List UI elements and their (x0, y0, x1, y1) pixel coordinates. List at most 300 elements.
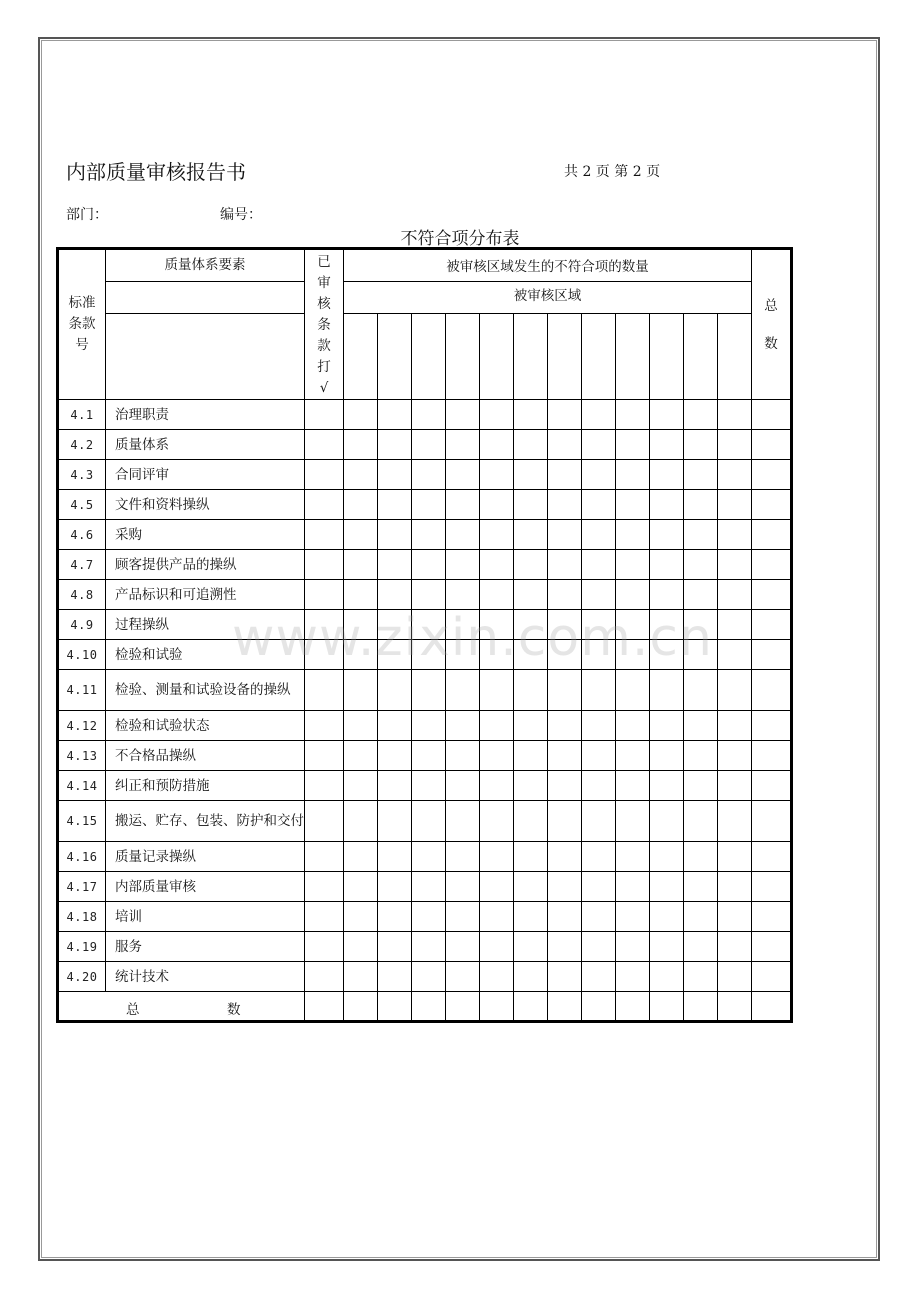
nc-count-cell[interactable] (378, 550, 412, 580)
total-cell[interactable] (684, 992, 718, 1022)
nc-count-cell[interactable] (684, 842, 718, 872)
nc-count-cell[interactable] (684, 580, 718, 610)
table-row (58, 460, 792, 490)
nc-count-cell[interactable] (548, 670, 582, 711)
row-total-cell[interactable] (752, 550, 792, 580)
nc-count-cell[interactable] (480, 670, 514, 711)
row-total-cell[interactable] (752, 771, 792, 801)
nc-count-cell[interactable] (718, 520, 752, 550)
nc-count-cell[interactable] (514, 430, 548, 460)
nc-count-cell[interactable] (582, 640, 616, 670)
nc-count-cell[interactable] (378, 741, 412, 771)
nc-count-cell[interactable] (616, 801, 650, 842)
table-row (58, 640, 792, 670)
nc-count-cell[interactable] (718, 550, 752, 580)
nc-count-cell[interactable] (412, 490, 446, 520)
quality-element: 检验和试验状态 (106, 711, 305, 741)
nc-count-cell[interactable] (650, 550, 684, 580)
nc-count-cell[interactable] (582, 610, 616, 640)
nc-count-cell[interactable] (446, 640, 480, 670)
total-cell[interactable] (378, 992, 412, 1022)
nc-count-cell[interactable] (378, 771, 412, 801)
nc-count-cell[interactable] (718, 801, 752, 842)
nc-count-cell[interactable] (548, 962, 582, 992)
nc-count-cell[interactable] (412, 842, 446, 872)
nc-count-cell[interactable] (650, 711, 684, 741)
nc-count-cell[interactable] (548, 711, 582, 741)
nc-count-cell[interactable] (616, 640, 650, 670)
nc-count-cell[interactable] (616, 711, 650, 741)
nc-count-cell[interactable] (514, 460, 548, 490)
table-row (58, 801, 792, 842)
nc-count-cell[interactable] (616, 872, 650, 902)
nc-count-cell[interactable] (582, 520, 616, 550)
nc-count-cell[interactable] (616, 430, 650, 460)
nc-count-cell[interactable] (412, 430, 446, 460)
area-column-header (514, 313, 548, 399)
nc-count-cell[interactable] (480, 640, 514, 670)
audited-check-cell[interactable] (305, 842, 344, 872)
total-cell[interactable] (446, 992, 480, 1022)
total-cell[interactable] (480, 992, 514, 1022)
row-total-cell[interactable] (752, 430, 792, 460)
nc-count-cell[interactable] (412, 771, 446, 801)
nc-count-cell[interactable] (616, 520, 650, 550)
nc-count-cell[interactable] (446, 520, 480, 550)
nc-count-cell[interactable] (616, 550, 650, 580)
nc-count-cell[interactable] (344, 400, 378, 430)
nc-count-cell[interactable] (548, 400, 582, 430)
nc-count-cell[interactable] (344, 872, 378, 902)
nc-count-cell[interactable] (582, 932, 616, 962)
nc-count-cell[interactable] (378, 610, 412, 640)
nc-count-cell[interactable] (650, 771, 684, 801)
total-cell[interactable] (616, 992, 650, 1022)
nc-count-cell[interactable] (684, 490, 718, 520)
nc-count-cell[interactable] (548, 842, 582, 872)
table-row (58, 610, 792, 640)
nc-count-cell[interactable] (616, 962, 650, 992)
nc-count-cell[interactable] (582, 801, 616, 842)
nc-count-cell[interactable] (514, 962, 548, 992)
nc-count-cell[interactable] (650, 580, 684, 610)
nc-count-cell[interactable] (650, 872, 684, 902)
row-total-cell[interactable] (752, 670, 792, 711)
nc-count-cell[interactable] (378, 400, 412, 430)
nc-count-cell[interactable] (412, 932, 446, 962)
nc-count-cell[interactable] (650, 842, 684, 872)
nc-count-cell[interactable] (684, 801, 718, 842)
nc-count-cell[interactable] (344, 640, 378, 670)
audited-check-cell[interactable] (305, 872, 344, 902)
quality-element: 过程操纵 (106, 610, 305, 640)
nc-count-cell[interactable] (548, 520, 582, 550)
nc-count-cell[interactable] (480, 771, 514, 801)
row-total-cell[interactable] (752, 580, 792, 610)
total-cell[interactable] (514, 992, 548, 1022)
nc-count-cell[interactable] (446, 741, 480, 771)
nc-count-cell[interactable] (344, 771, 378, 801)
nc-count-cell[interactable] (412, 902, 446, 932)
nc-count-cell[interactable] (446, 962, 480, 992)
audited-check-cell[interactable] (305, 902, 344, 932)
nc-count-cell[interactable] (514, 520, 548, 550)
nc-count-cell[interactable] (378, 842, 412, 872)
nc-count-cell[interactable] (446, 430, 480, 460)
nc-count-cell[interactable] (480, 550, 514, 580)
audited-check-cell[interactable] (305, 460, 344, 490)
nc-count-cell[interactable] (684, 902, 718, 932)
nc-count-cell[interactable] (718, 962, 752, 992)
quality-element: 合同评审 (106, 460, 305, 490)
nc-count-cell[interactable] (412, 962, 446, 992)
nc-count-cell[interactable] (378, 932, 412, 962)
nc-count-cell[interactable] (684, 520, 718, 550)
nc-count-cell[interactable] (480, 962, 514, 992)
nc-count-cell[interactable] (650, 490, 684, 520)
nc-count-cell[interactable] (548, 801, 582, 842)
row-total-cell[interactable] (752, 711, 792, 741)
nc-count-cell[interactable] (650, 520, 684, 550)
nc-count-cell[interactable] (514, 490, 548, 520)
nc-count-cell[interactable] (650, 460, 684, 490)
nc-count-cell[interactable] (412, 550, 446, 580)
nc-count-cell[interactable] (514, 670, 548, 711)
nc-count-header: 被审核区域发生的不符合项的数量 (344, 249, 752, 282)
nc-count-cell[interactable] (480, 842, 514, 872)
nc-count-cell[interactable] (650, 430, 684, 460)
nc-count-cell[interactable] (616, 460, 650, 490)
nc-count-cell[interactable] (378, 520, 412, 550)
nc-count-cell[interactable] (480, 932, 514, 962)
row-total-cell[interactable] (752, 962, 792, 992)
total-cell[interactable] (582, 992, 616, 1022)
nc-count-cell[interactable] (582, 430, 616, 460)
nc-count-cell[interactable] (480, 741, 514, 771)
nc-count-cell[interactable] (582, 872, 616, 902)
nc-count-cell[interactable] (684, 610, 718, 640)
nc-count-cell[interactable] (446, 400, 480, 430)
nc-count-cell[interactable] (684, 640, 718, 670)
nc-count-cell[interactable] (718, 460, 752, 490)
nc-count-cell[interactable] (446, 711, 480, 741)
nc-count-cell[interactable] (582, 962, 616, 992)
clause-number: 4.20 (58, 962, 106, 992)
audited-check-cell[interactable] (305, 490, 344, 520)
nc-count-cell[interactable] (548, 490, 582, 520)
watermark: www.zixin.com.cn (232, 608, 713, 668)
nc-count-cell[interactable] (582, 460, 616, 490)
nc-count-cell[interactable] (514, 771, 548, 801)
nc-count-cell[interactable] (446, 872, 480, 902)
nc-count-cell[interactable] (378, 580, 412, 610)
audited-check-cell[interactable] (305, 962, 344, 992)
nc-count-cell[interactable] (378, 460, 412, 490)
nc-count-cell[interactable] (344, 610, 378, 640)
row-total-cell[interactable] (752, 640, 792, 670)
nc-count-cell[interactable] (344, 932, 378, 962)
row-total-cell[interactable] (752, 801, 792, 842)
nc-count-cell[interactable] (412, 580, 446, 610)
nc-count-cell[interactable] (684, 670, 718, 711)
row-total-cell[interactable] (752, 872, 792, 902)
nc-count-cell[interactable] (718, 400, 752, 430)
nc-count-cell[interactable] (514, 842, 548, 872)
audited-check-cell[interactable] (305, 741, 344, 771)
nc-count-cell[interactable] (616, 610, 650, 640)
nc-count-cell[interactable] (344, 520, 378, 550)
nc-count-cell[interactable] (684, 430, 718, 460)
nc-count-cell[interactable] (582, 711, 616, 741)
nc-count-cell[interactable] (446, 932, 480, 962)
nc-count-cell[interactable] (412, 460, 446, 490)
nc-count-cell[interactable] (548, 580, 582, 610)
nc-count-cell[interactable] (616, 400, 650, 430)
nc-count-cell[interactable] (446, 550, 480, 580)
audited-check-cell[interactable] (305, 610, 344, 640)
nc-count-cell[interactable] (378, 801, 412, 842)
nc-count-cell[interactable] (718, 670, 752, 711)
nc-count-cell[interactable] (582, 741, 616, 771)
nc-count-cell[interactable] (412, 610, 446, 640)
nc-count-cell[interactable] (412, 741, 446, 771)
nc-count-cell[interactable] (718, 932, 752, 962)
audited-check-cell[interactable] (305, 801, 344, 842)
nc-count-cell[interactable] (582, 550, 616, 580)
nc-count-cell[interactable] (582, 400, 616, 430)
total-cell[interactable] (305, 992, 344, 1022)
nc-count-cell[interactable] (650, 741, 684, 771)
nc-count-cell[interactable] (446, 670, 480, 711)
total-cell[interactable] (412, 992, 446, 1022)
nc-count-cell[interactable] (650, 670, 684, 711)
nc-count-cell[interactable] (480, 520, 514, 550)
nc-count-cell[interactable] (344, 962, 378, 992)
nc-count-cell[interactable] (378, 430, 412, 460)
nc-count-cell[interactable] (344, 801, 378, 842)
nc-count-cell[interactable] (548, 872, 582, 902)
nc-count-cell[interactable] (582, 842, 616, 872)
document-title: 内部质量审核报告书 (66, 160, 246, 184)
table-row (58, 670, 792, 711)
nc-count-cell[interactable] (718, 580, 752, 610)
nc-count-cell[interactable] (344, 670, 378, 711)
nc-count-cell[interactable] (650, 640, 684, 670)
clause-number: 4.11 (58, 670, 106, 711)
nc-count-cell[interactable] (514, 580, 548, 610)
audited-check-cell[interactable] (305, 400, 344, 430)
nc-count-cell[interactable] (684, 460, 718, 490)
nc-count-cell[interactable] (378, 670, 412, 711)
nc-count-cell[interactable] (446, 580, 480, 610)
nc-count-cell[interactable] (650, 801, 684, 842)
nc-count-cell[interactable] (514, 711, 548, 741)
audited-check-cell[interactable] (305, 430, 344, 460)
nc-count-cell[interactable] (480, 430, 514, 460)
nc-count-cell[interactable] (684, 550, 718, 580)
nc-count-cell[interactable] (718, 872, 752, 902)
nc-count-cell[interactable] (582, 670, 616, 711)
nc-count-cell[interactable] (446, 771, 480, 801)
nc-count-cell[interactable] (480, 610, 514, 640)
nc-count-cell[interactable] (514, 741, 548, 771)
nc-count-cell[interactable] (378, 490, 412, 520)
nc-count-cell[interactable] (412, 640, 446, 670)
nc-count-cell[interactable] (684, 711, 718, 741)
nc-count-cell[interactable] (616, 670, 650, 711)
nc-count-cell[interactable] (412, 711, 446, 741)
row-total-cell[interactable] (752, 460, 792, 490)
total-cell[interactable] (718, 992, 752, 1022)
nc-count-cell[interactable] (344, 430, 378, 460)
total-cell[interactable] (752, 992, 792, 1022)
nc-count-cell[interactable] (718, 610, 752, 640)
nc-count-cell[interactable] (650, 962, 684, 992)
total-cell[interactable] (650, 992, 684, 1022)
nc-count-cell[interactable] (344, 711, 378, 741)
quality-element: 服务 (106, 932, 305, 962)
audited-check-cell[interactable] (305, 932, 344, 962)
nc-count-cell[interactable] (344, 490, 378, 520)
nc-count-cell[interactable] (344, 741, 378, 771)
nc-count-cell[interactable] (480, 801, 514, 842)
audited-check-cell[interactable] (305, 640, 344, 670)
row-total-cell[interactable] (752, 520, 792, 550)
nc-count-cell[interactable] (650, 932, 684, 962)
nc-count-cell[interactable] (514, 550, 548, 580)
audited-check-cell[interactable] (305, 771, 344, 801)
row-total-cell[interactable] (752, 842, 792, 872)
row-total-cell[interactable] (752, 902, 792, 932)
nc-count-cell[interactable] (582, 490, 616, 520)
nc-count-cell[interactable] (684, 932, 718, 962)
nc-count-cell[interactable] (582, 771, 616, 801)
nc-count-cell[interactable] (446, 842, 480, 872)
nc-count-cell[interactable] (514, 801, 548, 842)
nc-count-cell[interactable] (378, 872, 412, 902)
nc-count-cell[interactable] (718, 430, 752, 460)
nc-count-cell[interactable] (548, 771, 582, 801)
row-total-cell[interactable] (752, 490, 792, 520)
nc-count-cell[interactable] (344, 842, 378, 872)
nc-count-cell[interactable] (548, 741, 582, 771)
nc-count-cell[interactable] (446, 460, 480, 490)
nc-count-cell[interactable] (650, 902, 684, 932)
nc-count-cell[interactable] (480, 711, 514, 741)
nc-count-cell[interactable] (514, 640, 548, 670)
nc-count-cell[interactable] (480, 580, 514, 610)
nc-count-cell[interactable] (412, 872, 446, 902)
nc-count-cell[interactable] (718, 771, 752, 801)
nc-count-cell[interactable] (616, 741, 650, 771)
nc-count-cell[interactable] (548, 550, 582, 580)
nc-count-cell[interactable] (548, 932, 582, 962)
audited-check-cell[interactable] (305, 520, 344, 550)
nc-count-cell[interactable] (616, 902, 650, 932)
nc-count-cell[interactable] (378, 711, 412, 741)
table-row (58, 842, 792, 872)
nc-count-cell[interactable] (378, 902, 412, 932)
audited-check-cell[interactable] (305, 580, 344, 610)
nc-count-cell[interactable] (548, 460, 582, 490)
nc-count-cell[interactable] (548, 610, 582, 640)
nc-count-cell[interactable] (514, 902, 548, 932)
nc-count-cell[interactable] (684, 962, 718, 992)
row-total-cell[interactable] (752, 932, 792, 962)
clause-number: 4.2 (58, 430, 106, 460)
nc-count-cell[interactable] (412, 801, 446, 842)
nc-count-cell[interactable] (480, 460, 514, 490)
quality-element: 采购 (106, 520, 305, 550)
nc-count-cell[interactable] (514, 872, 548, 902)
nc-count-cell[interactable] (718, 640, 752, 670)
nc-count-cell[interactable] (480, 400, 514, 430)
nc-count-cell[interactable] (514, 932, 548, 962)
nc-count-cell[interactable] (718, 741, 752, 771)
nc-count-cell[interactable] (548, 430, 582, 460)
nc-count-cell[interactable] (480, 902, 514, 932)
nc-count-cell[interactable] (616, 490, 650, 520)
nc-count-cell[interactable] (684, 771, 718, 801)
nc-count-cell[interactable] (446, 490, 480, 520)
nc-count-cell[interactable] (718, 902, 752, 932)
nc-count-cell[interactable] (514, 610, 548, 640)
nc-count-cell[interactable] (480, 490, 514, 520)
nc-count-cell[interactable] (514, 400, 548, 430)
audited-check-cell[interactable] (305, 670, 344, 711)
nc-count-cell[interactable] (412, 520, 446, 550)
nc-count-cell[interactable] (446, 801, 480, 842)
nc-count-cell[interactable] (718, 490, 752, 520)
nc-count-cell[interactable] (718, 711, 752, 741)
nc-count-cell[interactable] (616, 932, 650, 962)
row-total-cell[interactable] (752, 400, 792, 430)
table-row (58, 430, 792, 460)
total-cell[interactable] (344, 992, 378, 1022)
audited-check-cell[interactable] (305, 550, 344, 580)
nc-count-cell[interactable] (446, 610, 480, 640)
nc-count-cell[interactable] (684, 741, 718, 771)
nc-count-cell[interactable] (684, 400, 718, 430)
nc-count-cell[interactable] (344, 460, 378, 490)
total-cell[interactable] (548, 992, 582, 1022)
nc-count-cell[interactable] (616, 771, 650, 801)
audited-area-header: 被审核区域 (344, 281, 752, 313)
nc-count-cell[interactable] (650, 610, 684, 640)
nc-count-cell[interactable] (684, 872, 718, 902)
nc-count-cell[interactable] (344, 902, 378, 932)
audited-check-cell[interactable] (305, 711, 344, 741)
nc-count-cell[interactable] (412, 670, 446, 711)
nc-count-cell[interactable] (344, 580, 378, 610)
nc-count-cell[interactable] (378, 962, 412, 992)
nc-count-cell[interactable] (616, 842, 650, 872)
nc-count-cell[interactable] (480, 872, 514, 902)
nc-count-cell[interactable] (378, 640, 412, 670)
nc-count-cell[interactable] (446, 902, 480, 932)
nc-count-cell[interactable] (718, 842, 752, 872)
nc-count-cell[interactable] (582, 902, 616, 932)
nc-count-cell[interactable] (548, 902, 582, 932)
nc-count-cell[interactable] (344, 550, 378, 580)
row-total-cell[interactable] (752, 741, 792, 771)
nc-count-cell[interactable] (412, 400, 446, 430)
nc-count-cell[interactable] (582, 580, 616, 610)
row-total-cell[interactable] (752, 610, 792, 640)
nc-count-cell[interactable] (650, 400, 684, 430)
nc-count-cell[interactable] (616, 580, 650, 610)
nc-count-cell[interactable] (548, 640, 582, 670)
